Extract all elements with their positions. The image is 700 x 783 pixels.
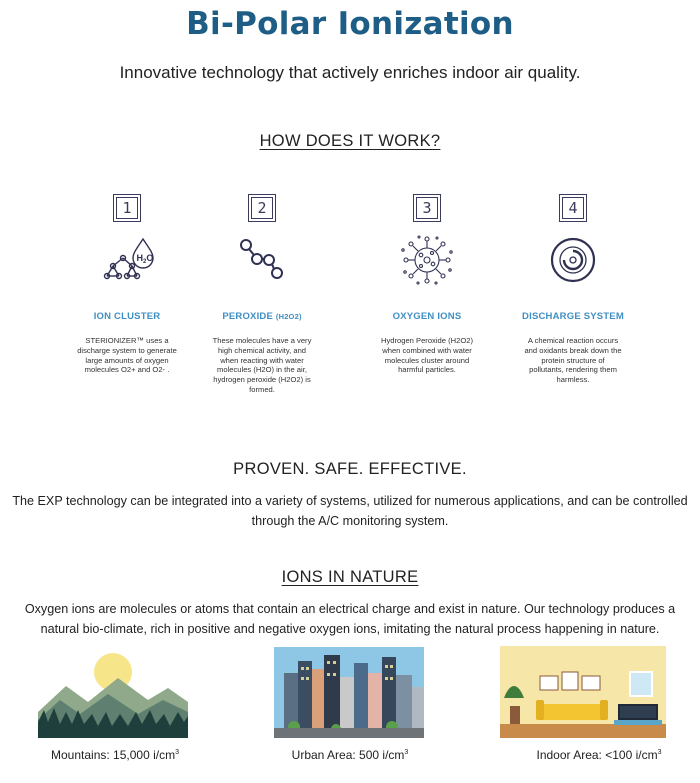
- discharge-target-icon: [548, 235, 598, 285]
- h2o-sub-text: 2: [143, 259, 147, 265]
- ion-cluster-molecule-icon: [97, 236, 157, 282]
- mountains-illustration: [38, 650, 188, 738]
- caption-text: Mountains: 15,000 i/cm: [51, 748, 176, 762]
- nature-heading: [0, 568, 700, 587]
- how-heading: [0, 132, 700, 151]
- page-subtitle: Innovative technology that actively enriches indoor air quality.: [119, 63, 581, 82]
- step-number: 3: [422, 199, 432, 217]
- step-description: STERIONIZER™ uses a discharge system to generate large amounts of oxygen molecules O2+ and O2- .: [77, 336, 177, 375]
- step-number-box: [113, 194, 141, 222]
- indoor-illustration: [500, 646, 666, 738]
- step-number: 4: [568, 199, 578, 217]
- urban-image: [274, 647, 424, 738]
- step-4: [518, 194, 628, 404]
- step-number-box: [413, 194, 441, 222]
- step-2: [207, 194, 317, 424]
- step-description: Hydrogen Peroxide (H2O2) when combined with water molecules cluster around harmful particles.: [380, 336, 473, 375]
- urban-caption: [270, 748, 430, 762]
- nature-text: Oxygen ions are molecules or atoms that contain an electrical charge and exist in nature. Our technology produces a natural bio-climate, rich in positive and negative oxygen ions, imitating the natural process happening in nature.: [24, 602, 676, 636]
- step-label-sub: (H2O2): [275, 312, 302, 321]
- proven-text: The EXP technology can be integrated into a variety of systems, utilized for numerous applications, and can be controlled through the A/C monitoring system.: [12, 494, 688, 528]
- caption-text: Indoor Area: <100 i/cm: [536, 748, 658, 762]
- caption-sup: 3: [404, 749, 409, 756]
- page-title: Bi-Polar Ionization: [186, 6, 514, 42]
- caption-sup: 3: [175, 749, 179, 756]
- mountains-image: [38, 650, 188, 738]
- step-description: These molecules have a very high chemical activity, and when reacting with water molecules (H2O) in the air, hydrogen peroxide (H2O2) is formed.: [212, 336, 312, 394]
- step-label: DISCHARGE SYSTEM: [522, 311, 624, 322]
- step-number-box: [248, 194, 276, 222]
- step-number: 2: [257, 199, 267, 217]
- step-description: A chemical reaction occurs and oxidants break down the protein structure of pollutants, rendering them harmless.: [524, 336, 622, 385]
- h2o-h-text: H: [136, 253, 143, 263]
- step-number-box: [559, 194, 587, 222]
- caption-sup: 3: [657, 749, 662, 756]
- step-label: [207, 311, 317, 322]
- proven-heading: PROVEN. SAFE. EFFECTIVE.: [233, 460, 467, 478]
- nature-heading-text: IONS IN NATURE: [281, 568, 419, 586]
- how-heading-text: HOW DOES IT WORK?: [259, 132, 441, 150]
- h2o-o-text: O: [146, 253, 154, 263]
- caption-text: Urban Area: 500 i/cm: [291, 748, 405, 762]
- step-label: OXYGEN IONS: [392, 311, 462, 322]
- peroxide-molecule-icon: [237, 236, 287, 282]
- indoor-caption: [524, 748, 674, 762]
- mountains-caption: [30, 748, 200, 762]
- step-label: ION CLUSTER: [93, 311, 161, 322]
- step-3: [372, 194, 482, 404]
- virus-particle-icon: [399, 234, 455, 286]
- step-number: 1: [122, 199, 132, 217]
- step-1: [72, 194, 182, 394]
- indoor-image: [500, 646, 666, 738]
- step-label-text: PEROXIDE: [222, 311, 274, 322]
- urban-illustration: [274, 647, 424, 738]
